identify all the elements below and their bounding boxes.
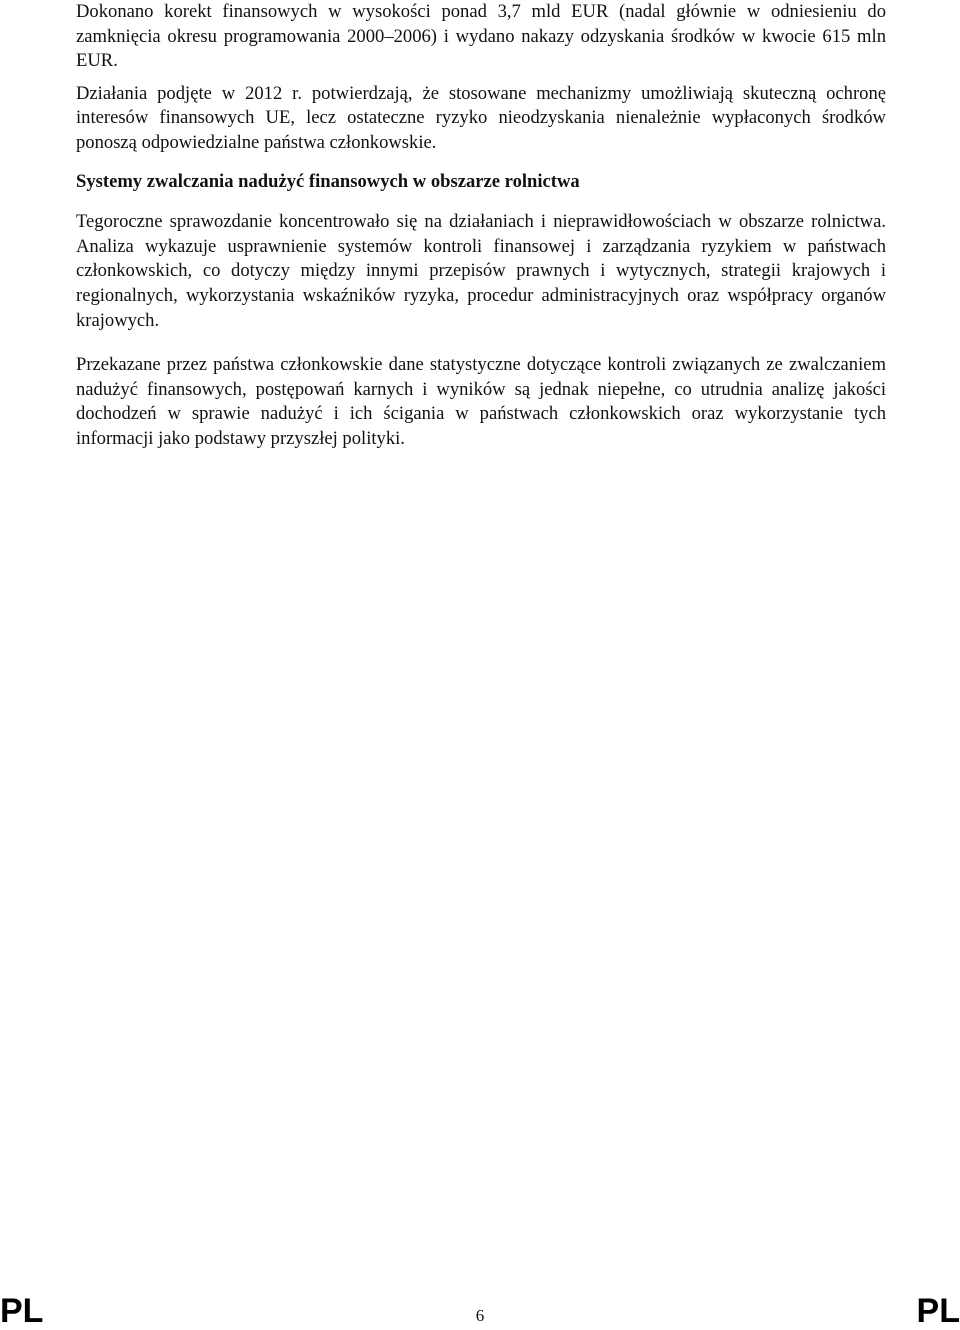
paragraph-statistical-data: Przekazane przez państwa członkowskie dane statystyczne dotyczące kontroli związanych ze zwalczaniem nadużyć finansowych, postępowań karnych i wyników są jednak niepełne, co utrudnia analizę jakości dochodzeń w sprawie nadużyć i ich ścigania w państwach członkowskich oraz wykorzystanie tych informacji jako podstawy przyszłej polityki.: [76, 354, 886, 449]
paragraph-actions-2012: Działania podjęte w 2012 r. potwierdzają, że stosowane mechanizmy umożliwiają skuteczną ochronę interesów finansowych UE, lecz ostateczne ryzyko nieodzyskania nienależnie wypłaconych środków ponoszą odpowiedzialne państwa członkowskie.: [76, 82, 886, 153]
paragraph-financial-corrections: Dokonano korekt finansowych w wysokości ponad 3,7 mld EUR (nadal głównie w odniesieniu do zamknięcia okresu programowania 2000–2006) i wydano nakazy odzyskania środków w kwocie 615 mln EUR.: [76, 1, 886, 72]
page-footer: [0, 1292, 960, 1330]
document-body: [76, 0, 886, 452]
section-heading: Systemy zwalczania nadużyć finansowych w obszarze rolnictwa: [76, 170, 580, 192]
paragraph-annual-report: Tegoroczne sprawozdanie koncentrowało się na działaniach i nieprawidłowościach w obszarze rolnictwa. Analiza wykazuje usprawnienie systemów kontroli finansowej i zarządzania ryzykiem w państwach członkowskich, co dotyczy między innymi przepisów prawnych i wytycznych, strategii krajowych i regionalnych, wykorzystania wskaźników ryzyka, procedur administracyjnych oraz współpracy organów krajowych.: [76, 211, 886, 331]
language-code-left: PL: [0, 1292, 44, 1330]
page-number: 6: [475, 1306, 485, 1325]
language-code-right: PL: [916, 1292, 960, 1330]
